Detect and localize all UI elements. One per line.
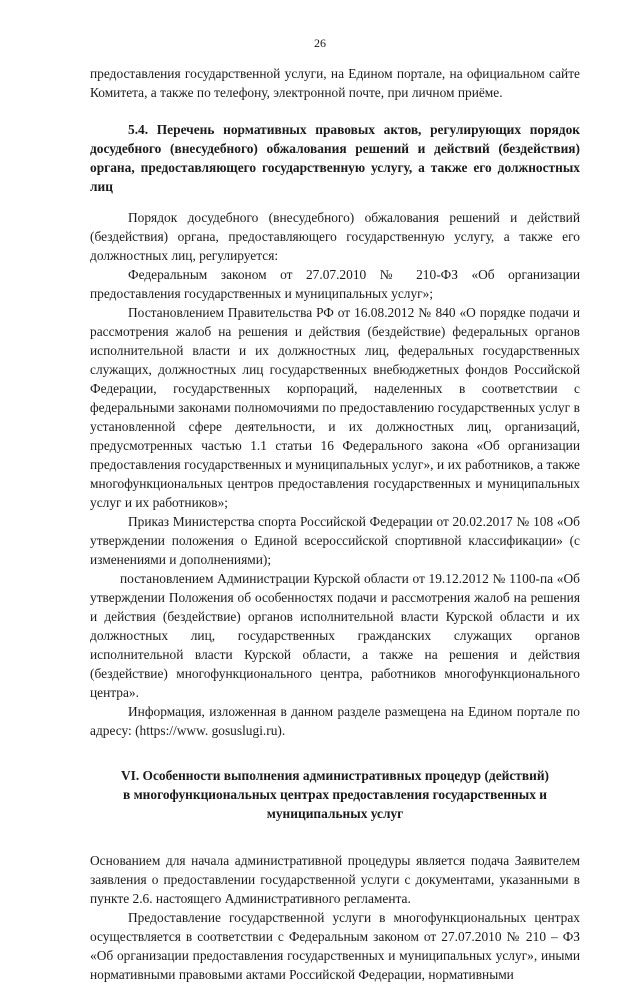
- section-5-4-paragraph-4: Приказ Министерства спорта Российской Федерации от 20.02.2017 № 108 «Об утверждении положения о Единой всероссийской спортивной классификации» (с изменениями и дополнениями);: [90, 514, 580, 567]
- section-5-4-paragraph-6: Информация, изложенная в данном разделе размещена на Едином портале по адресу: (https://www. gosuslugi.ru).: [90, 704, 580, 738]
- intro-paragraph: предоставления государственной услуги, на Едином портале, на официальном сайте Комитета, а также по телефону, электронной почте, при личном приёме.: [90, 66, 580, 100]
- section-6-paragraph-1: Основанием для начала административной процедуры является подача Заявителем заявления о предоставлении государственной услуги с документами, указанными в пункте 2.6. настоящего Административного регламента.: [90, 853, 580, 906]
- page-content: [90, 64, 580, 984]
- section-5-4-paragraph-1: Порядок досудебного (внесудебного) обжалования решений и действий (бездействия) органа, предоставляющего государственную услугу, а также его должностных лиц, регулируется:: [90, 210, 580, 263]
- page-number: 26: [314, 36, 326, 50]
- section-6-heading: VI. Особенности выполнения административных процедур (действий) в многофункциональных центрах предоставления государственных и муниципальных услуг: [120, 768, 549, 821]
- section-6-paragraph-2: Предоставление государственной услуги в многофункциональных центрах осуществляется в соответствии с Федеральным законом от 27.07.2010 № 210 – ФЗ «Об организации предоставления государственных и муниципальных услуг», иными нормативными правовыми актами Российской Федерации, нормативными: [90, 910, 580, 982]
- section-5-4-heading: 5.4. Перечень нормативных правовых актов, регулирующих порядок досудебного (внесудебного) обжалования решений и действий (бездействия) органа, предоставляющего государственную услугу, а также его должностных лиц: [90, 122, 580, 194]
- section-5-4-paragraph-2: Федеральным законом от 27.07.2010 № 210-ФЗ «Об организации предоставления государственных и муниципальных услуг»;: [90, 267, 580, 301]
- section-5-4-paragraph-5: постановлением Администрации Курской области от 19.12.2012 № 1100-па «Об утверждении Положения об особенностях подачи и рассмотрения жалоб на решения и действия (бездействие) органов исполнительной власти Курской области и их должностных лиц, государственных гражданских служащих органов исполнительной власти Курской области, а также на решения и действия (бездействие) многофункционального центра, работников многофункционального центра».: [90, 571, 580, 700]
- section-5-4-paragraph-3: Постановлением Правительства РФ от 16.08.2012 № 840 «О порядке подачи и рассмотрения жалоб на решения и действия (бездействие) федеральных органов исполнительной власти и их должностных лиц, федеральных государственных служащих, должностных лиц государственных внебюджетных фондов Российской Федерации, государственных корпораций, наделенных в соответствии с федеральными законами полномочиями по предоставлению государственных услуг в установленной сфере деятельности, и их должностных лиц, организаций, предусмотренных частью 1.1 статьи 16 Федерального закона «Об организации предоставления государственных и муниципальных услуг», и их работников, а также многофункциональных центров предоставления государственных и муниципальных услуг и их работников»;: [90, 305, 580, 510]
